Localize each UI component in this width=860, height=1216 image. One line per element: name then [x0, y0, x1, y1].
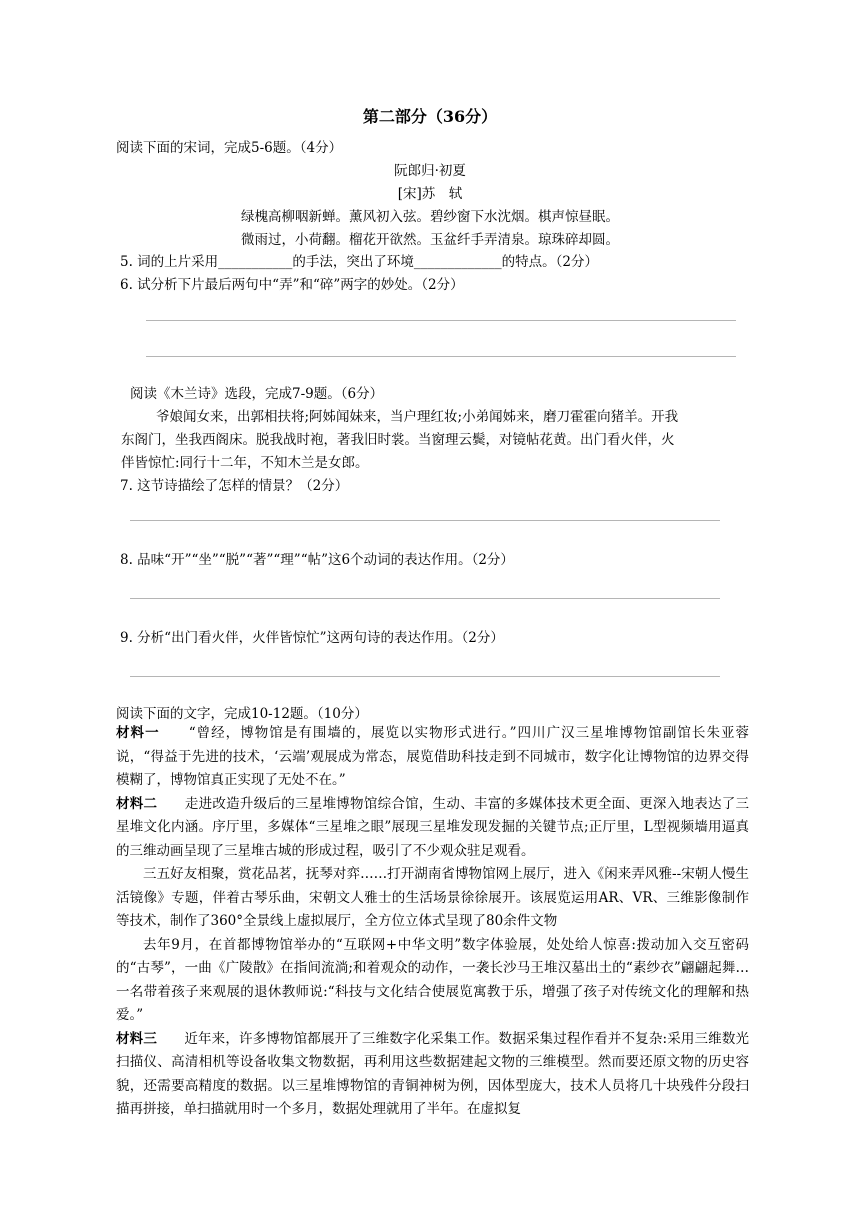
question-5: 5. 词的上片采用___________的手法，突出了环境_____________的特点。（2分）	[120, 254, 599, 270]
answer-line	[130, 676, 720, 677]
material-3	[116, 1028, 749, 1122]
poem-intro: 阅读下面的宋词，完成5-6题。（4分）	[116, 140, 343, 156]
section-title: 第二部分（36分）	[362, 107, 498, 126]
reading-intro: 阅读下面的文字，完成10-12题。（10分）	[116, 706, 368, 722]
reading-materials	[116, 722, 749, 1122]
material-2-paragraph-2: 三五好友相聚，赏花品茗，抚琴对弈……打开湖南省博物馆网上展厅，进入《闲来弄风雅--宋朝人慢生活镜像》专题，伴着古琴乐曲，宋朝文人雅士的生活场景徐徐展开。该展览运用AR、VR、三维影像制作等技术，制作了360°全景线上虚拟展厅，全方位立体式呈现了80余件文物	[116, 866, 749, 929]
material-3-label: 材料三	[116, 1030, 157, 1047]
mulan-passage-line-2: 东阁门，坐我西阁床。脱我战时袍，著我旧时裳。当窗理云鬓，对镜帖花黄。出门看火伴，火	[121, 432, 675, 448]
material-1-text: “曾经，博物馆是有围墙的，展览以实物形式进行。”四川广汉三星堆博物馆副馆长朱亚蓉说，“得益于先进的技术，‘云端’观展成为常态，展览借助科技走到不同城市，数字化让博物馆的边界交得模糊了，博物馆真正实现了无处不在。”	[116, 725, 750, 788]
mulan-passage-line-3: 伴皆惊忙:同行十二年，不知木兰是女郎。	[121, 455, 369, 471]
material-2-text: 走进改造升级后的三星堆博物馆综合馆，生动、丰富的多媒体技术更全面、更深入地表达了三星堆文化内涵。序厅里，多媒体“三星堆之眼”展现三星堆发现发掘的关键节点;正厅里，L型视频墙用逼真的三维动画呈现了三星堆古城的形成过程，吸引了不少观众驻足观看。	[116, 795, 750, 859]
material-1	[116, 722, 749, 793]
material-3-text: 近年来，许多博物馆都展开了三维数字化采集工作。数据采集过程作看并不复杂:采用三维数光扫描仪、高清相机等设备收集文物数据，再利用这些数据建起文物的三维模型。然而要还原文物的历史容貌，还需要高精度的数据。以三星堆博物馆的青铜神树为例，因体型庞大，技术人员将几十块残件分段扫描再拼接，单扫描就用时一个多月，数据处理就用了半年。在虚拟复	[116, 1030, 750, 1117]
answer-line	[146, 320, 736, 321]
answer-line	[146, 356, 736, 357]
question-8: 8. 品味“开”“坐”“脱”“著”“理”“帖”这6个动词的表达作用。（2分）	[120, 552, 514, 568]
answer-line	[130, 520, 720, 521]
poem-author: [宋]苏 轼	[397, 186, 463, 202]
question-9: 9. 分析“出门看火伴，火伴皆惊忙”这两句诗的表达作用。（2分）	[120, 630, 504, 646]
mulan-passage-line-1: 爷娘闻女来，出郭相扶将;阿姊闻妹来，当户理红妆;小弟闻姊来，磨刀霍霍向猪羊。开我	[156, 409, 679, 425]
question-7: 7. 这节诗描绘了怎样的情景？（2分）	[120, 478, 349, 494]
material-2-label: 材料二	[116, 795, 158, 812]
mulan-intro: 阅读《木兰诗》选段，完成7-9题。（6分）	[130, 386, 384, 402]
poem-line-2: 微雨过，小荷翻。榴花开欲然。玉盆纤手弄清泉。琼珠碎却圆。	[241, 232, 619, 248]
material-2-paragraph-3: 去年9月，在首都博物馆举办的“互联网+中华文明”数字体验展，处处给人惊喜:拨动加入交互密码的“古琴”，一曲《广陵散》在指间流淌;和着观众的动作，一袭长沙马王堆汉墓出土的“素纱衣”翩翩起舞…一名带着孩子来观展的退休教师说:“科技与文化结合使展览寓教于乐，增强了孩子对传统文化的理解和热爱。”	[116, 936, 749, 1023]
answer-line	[130, 598, 720, 599]
poem-line-1: 绿槐高柳咽新蝉。薰风初入弦。碧纱窗下水沈烟。棋声惊昼眠。	[241, 209, 619, 225]
question-6: 6. 试分析下片最后两句中“弄”和“碎”两字的妙处。（2分）	[120, 277, 464, 293]
poem-title: 阮郎归·初夏	[394, 163, 466, 179]
material-1-label: 材料一	[116, 725, 160, 741]
material-2	[116, 793, 749, 864]
